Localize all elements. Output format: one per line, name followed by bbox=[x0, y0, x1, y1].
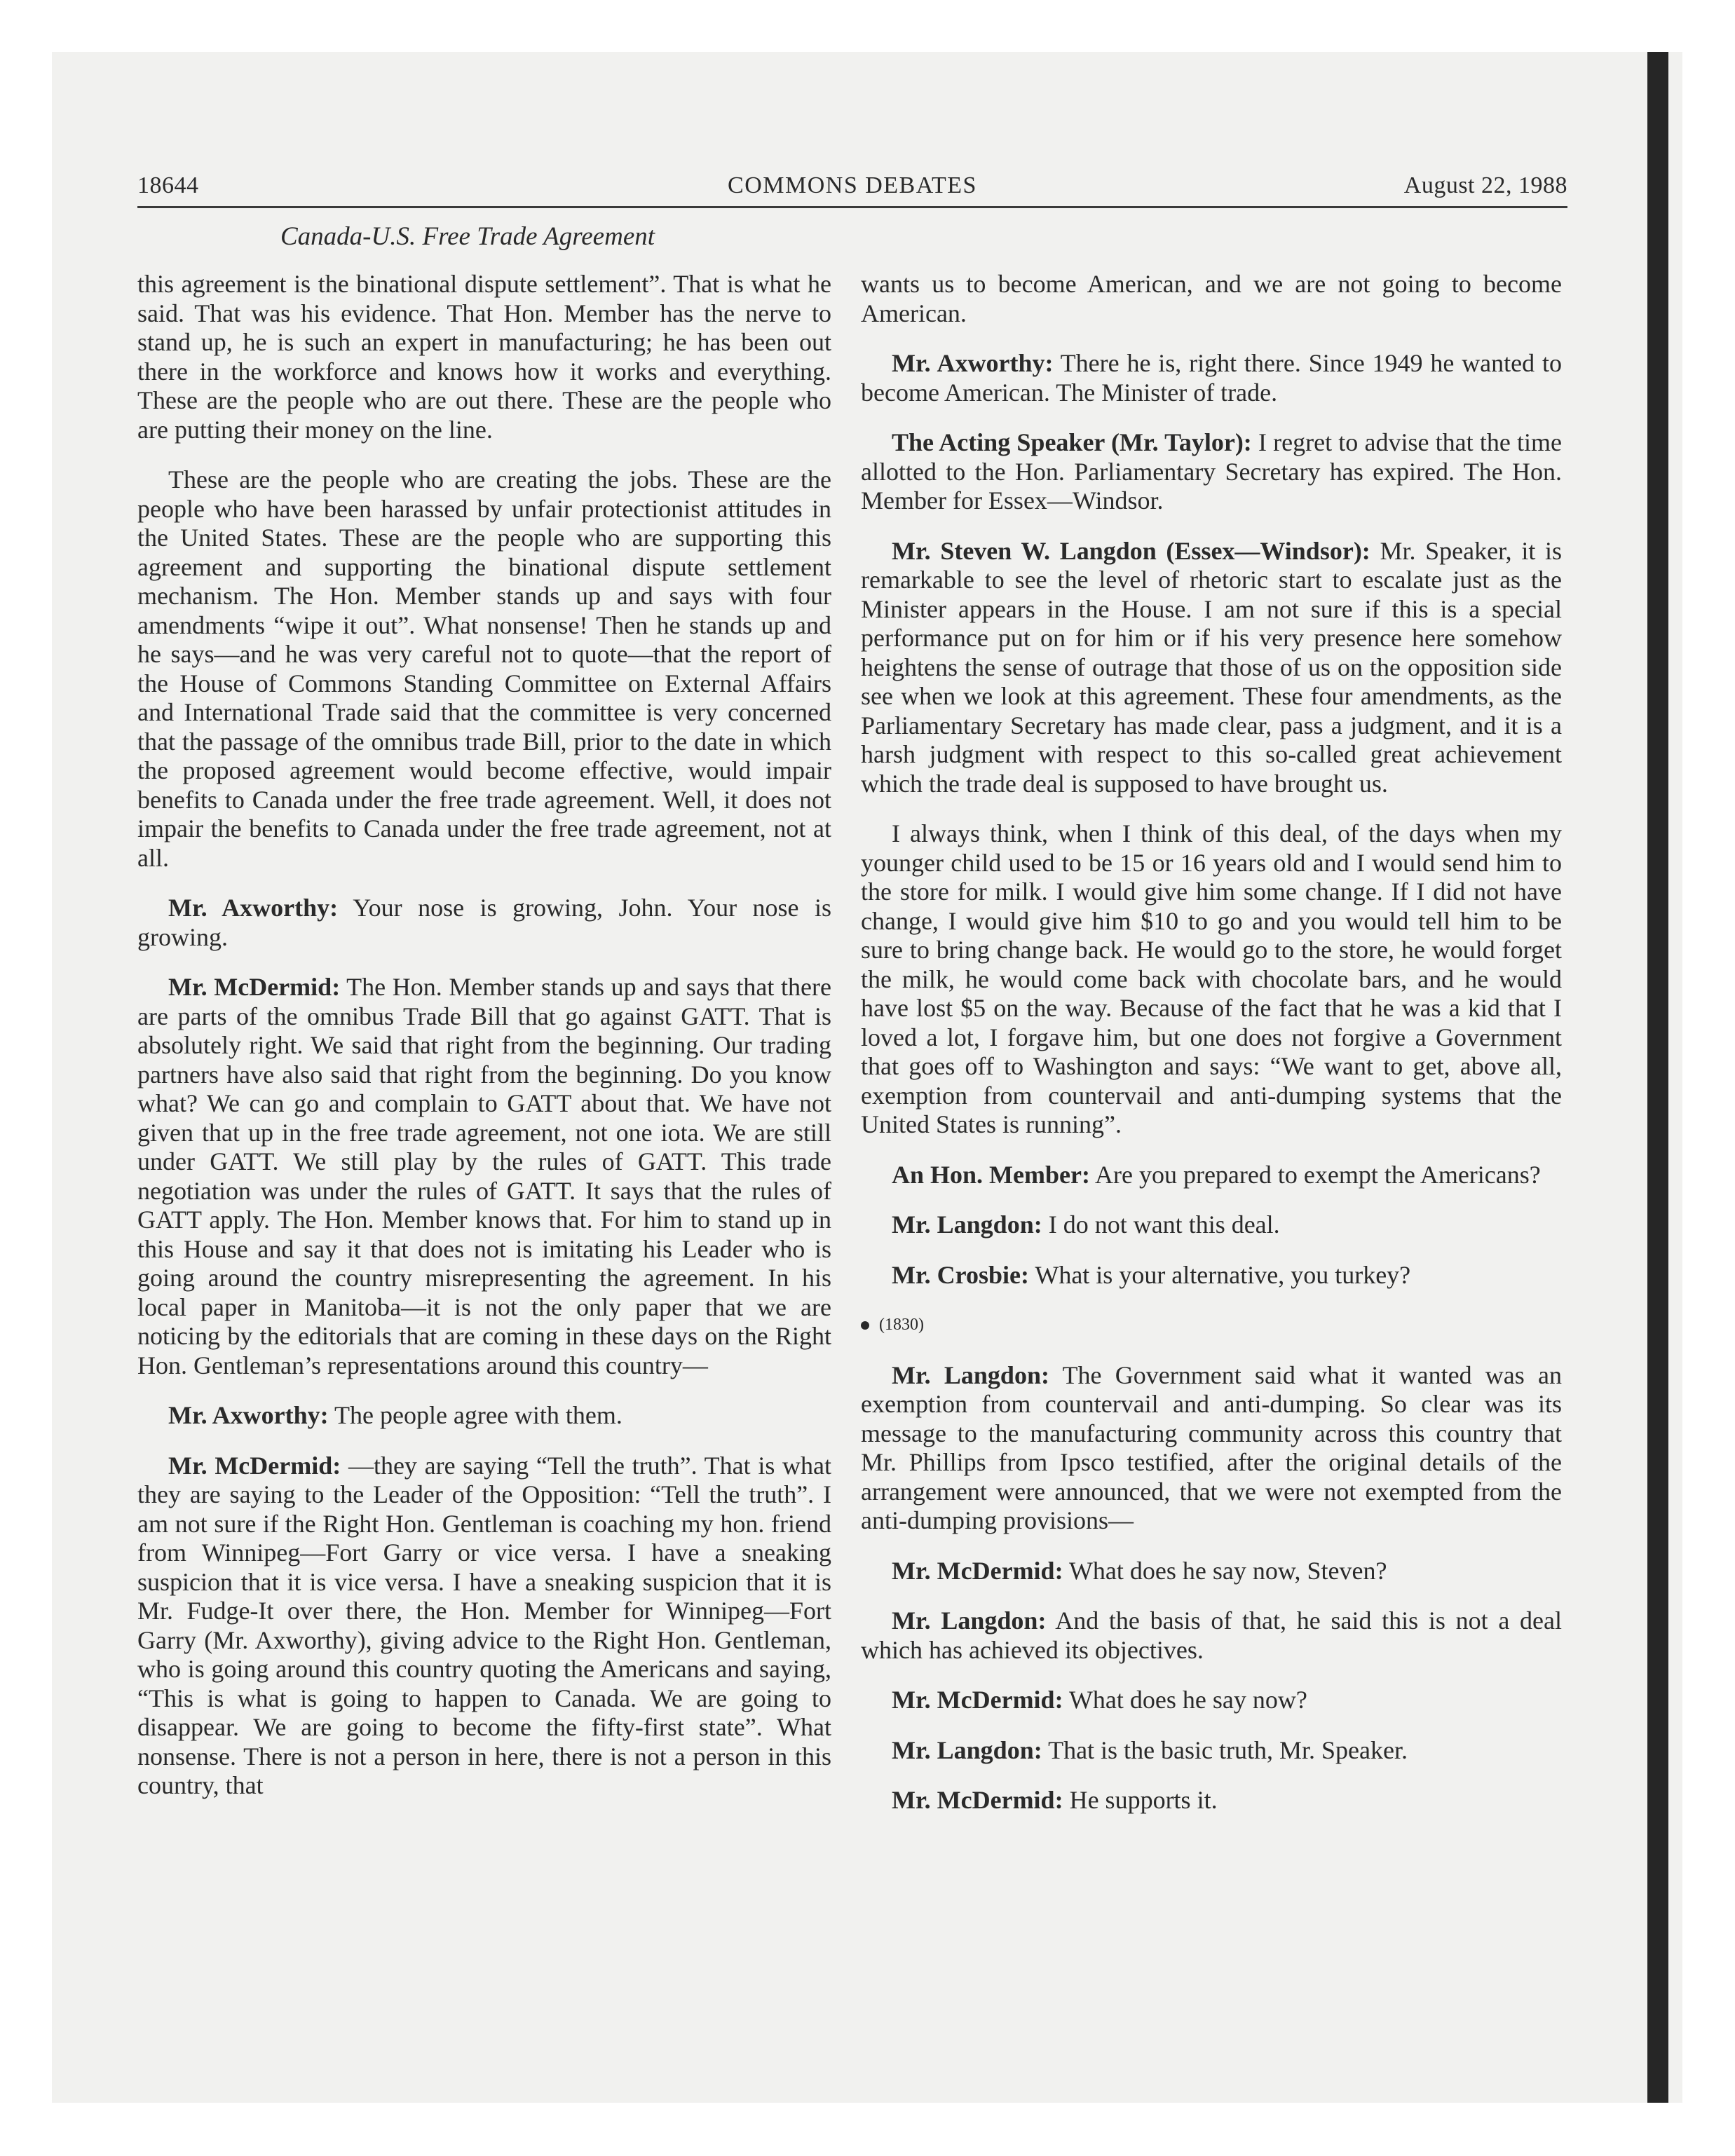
paragraph bbox=[861, 349, 1562, 407]
time-stamp: (1830) bbox=[879, 1316, 924, 1334]
page-number: 18644 bbox=[137, 172, 199, 198]
paragraph bbox=[861, 1161, 1562, 1190]
speaker-name: The Acting Speaker (Mr. Taylor): bbox=[892, 428, 1252, 456]
paragraph-text: —they are saying “Tell the truth”. That is what they are saying to the Leader of the Opposition: “Tell the truth”. I am not sure if the Right Hon. Gentleman is coaching my hon. friend from Winnipeg—Fort Garry or vice versa. I have a sneaking suspicion that it is vice versa. I have a sneaking suspicion that it is Mr. Fudge-It over there, the Hon. Member for Winnipeg—Fort Garry (Mr. Axworthy), giving advice to the Right Hon. Gentleman, who is going around this country quoting the Americans and saying, “This is what is going to happen to Canada. We are going to disappear. We are going to become the fifty-first state”. What nonsense. There is not a person in here, there is not a person in this country, that bbox=[137, 1451, 831, 1799]
paragraph bbox=[137, 465, 831, 873]
paragraph-text: These are the people who are creating the jobs. These are the people who have been harassed by unfair protectionist attitudes in the United States. These are the people who are supporting this agreement and supporting the binational dispute settlement mechanism. The Hon. Member stands up and says with four amendments “wipe it out”. What nonsense! Then he stands up and he says—and he was very careful not to quote—that the report of the House of Commons Standing Committee on External Affairs and International Trade said that the committee is very concerned that the passage of the omnibus trade Bill, prior to the date in which the proposed agreement would become effective, would impair benefits to Canada under the free trade agreement. Well, it does not impair the benefits to Canada under the free trade agreement, not at all. bbox=[137, 465, 831, 872]
page-header bbox=[137, 172, 1567, 207]
paragraph bbox=[137, 1452, 831, 1801]
paragraph bbox=[861, 1210, 1562, 1240]
paragraph-text: The people agree with them. bbox=[334, 1401, 622, 1429]
paragraph bbox=[137, 270, 831, 444]
paragraph-text: wants us to become American, and we are not going to become American. bbox=[861, 270, 1562, 327]
paragraph bbox=[861, 1557, 1562, 1586]
scan-edge-shadow bbox=[1647, 52, 1668, 2103]
paragraph bbox=[861, 1361, 1562, 1536]
speaker-name: Mr. McDermid: bbox=[892, 1556, 1063, 1585]
paragraph-text: What does he say now, Steven? bbox=[1068, 1556, 1387, 1585]
speaker-name: An Hon. Member: bbox=[892, 1160, 1090, 1189]
bullet-icon bbox=[861, 1321, 869, 1330]
paragraph-text: That is the basic truth, Mr. Speaker. bbox=[1048, 1735, 1408, 1764]
paragraph-text: The Government said what it wanted was an exemption from countervail and anti-dumping. So clear was its message to the manufacturing community across this country that Mr. Phillips from Ipsco testified, after the original details of the arrangement were announced, that we were not exempted from the anti-dumping provisions— bbox=[861, 1360, 1562, 1534]
paragraph bbox=[861, 270, 1562, 328]
paragraph bbox=[861, 819, 1562, 1140]
speaker-name: Mr. Langdon: bbox=[892, 1210, 1042, 1239]
speaker-name: Mr. McDermid: bbox=[168, 973, 341, 1001]
paragraph bbox=[137, 894, 831, 952]
paragraph-text: Mr. Speaker, it is remarkable to see the level of rhetoric start to escalate just as the Minister appears in the House. I am not sure if this is a special performance put on for him or if his very presence here somehow heightens the sense of outrage that those of us on the opposition side see when we look at this agreement. These four amendments, as the Parliamentary Secretary has made clear, pass a judgment, and it is a harsh judgment with respect to this so-called great achievement which the trade deal is supposed to have brought us. bbox=[861, 536, 1563, 798]
paragraph-text: And the basis of that, he said this is not a deal which has achieved its objectives. bbox=[861, 1606, 1563, 1664]
paragraph bbox=[861, 428, 1562, 516]
left-column bbox=[137, 270, 831, 1822]
speaker-name: Mr. McDermid: bbox=[168, 1451, 341, 1480]
speaker-name: Mr. Axworthy: bbox=[168, 1401, 329, 1429]
time-marker bbox=[861, 1311, 1562, 1340]
paragraph-text: Your nose is growing, John. Your nose is growing. bbox=[137, 894, 831, 951]
paragraph-text: this agreement is the binational dispute settlement”. That is what he said. That was his evidence. That Hon. Member has the nerve to stand up, he is such an expert in manufacturing; he has been out there in the workforce and knows how it works and everything. These are the people who are out there. These are the people who are putting their money on the line. bbox=[137, 270, 831, 444]
paragraph-text: Are you prepared to exempt the Americans? bbox=[1094, 1160, 1541, 1189]
publication-title: COMMONS DEBATES bbox=[728, 172, 977, 198]
right-column bbox=[861, 270, 1562, 1836]
speaker-name: Mr. Langdon: bbox=[892, 1360, 1049, 1389]
speaker-name: Mr. Langdon: bbox=[892, 1606, 1047, 1635]
speaker-name: Mr. Crosbie: bbox=[892, 1260, 1029, 1289]
header-rule bbox=[137, 206, 1567, 208]
paragraph-text: I always think, when I think of this deal, of the days when my younger child used to be 15 or 16 years old and I would send him to the store for milk. I would give him some change. If I did not have change, I would give him $10 to go and you would tell him to be sure to bring change back. He would go to the store, he would forget the milk, he would come back with chocolate bars, and he would have lost $5 on the way. Because of the fact that he was a kid that I loved a lot, I forgave him, but one does not forgive a Government that goes off to Washington and says: “We want to get, above all, exemption from countervail and anti-dumping systems that the United States is running”. bbox=[861, 819, 1562, 1138]
paragraph bbox=[861, 1261, 1562, 1290]
speaker-name: Mr. Axworthy: bbox=[892, 349, 1054, 377]
paragraph bbox=[137, 1401, 831, 1431]
paragraph bbox=[861, 1686, 1562, 1715]
speaker-name: Mr. Steven W. Langdon (Essex—Windsor): bbox=[892, 536, 1370, 565]
paragraph bbox=[861, 1606, 1562, 1665]
speaker-name: Mr. McDermid: bbox=[892, 1686, 1063, 1714]
speaker-name: Mr. Axworthy: bbox=[168, 894, 339, 922]
paragraph-text: There he is, right there. Since 1949 he wanted to become American. The Minister of trade. bbox=[861, 349, 1562, 407]
page-date: August 22, 1988 bbox=[1403, 172, 1567, 198]
running-head: Canada-U.S. Free Trade Agreement bbox=[280, 222, 655, 251]
speaker-name: Mr. McDermid: bbox=[892, 1786, 1063, 1814]
paragraph bbox=[861, 537, 1562, 799]
paragraph bbox=[137, 973, 831, 1380]
speaker-name: Mr. Langdon: bbox=[892, 1735, 1042, 1764]
paragraph-text: What does he say now? bbox=[1068, 1686, 1307, 1714]
paragraph-text: I do not want this deal. bbox=[1048, 1210, 1280, 1239]
paragraph bbox=[861, 1786, 1562, 1815]
paragraph-text: The Hon. Member stands up and says that there are parts of the omnibus Trade Bill that go against GATT. That is absolutely right. We said that right from the beginning. Our trading partners have also said that right from the beginning. Do you know what? We can go and complain to GATT about that. We have not given that up in the free trade agreement, not one iota. We are still under GATT. We still play by the rules of GATT. This trade negotiation was under the rules of GATT. It says that the rules of GATT apply. The Hon. Member knows that. For him to stand up in this House and say it that does not is imitating his Leader who is going around the country misrepresenting the agreement. In his local paper in Manitoba—it is not the only paper that we are noticing by the editorials that are coming in these days on the Right Hon. Gentleman’s representations around this country— bbox=[137, 973, 831, 1379]
paragraph-text: He supports it. bbox=[1069, 1786, 1218, 1814]
paragraph-text: What is your alternative, you turkey? bbox=[1035, 1260, 1411, 1289]
paragraph-text: I regret to advise that the time allotted to the Hon. Parliamentary Secretary has expired. The Hon. Member for Essex—Windsor. bbox=[861, 428, 1563, 514]
paragraph bbox=[861, 1736, 1562, 1766]
